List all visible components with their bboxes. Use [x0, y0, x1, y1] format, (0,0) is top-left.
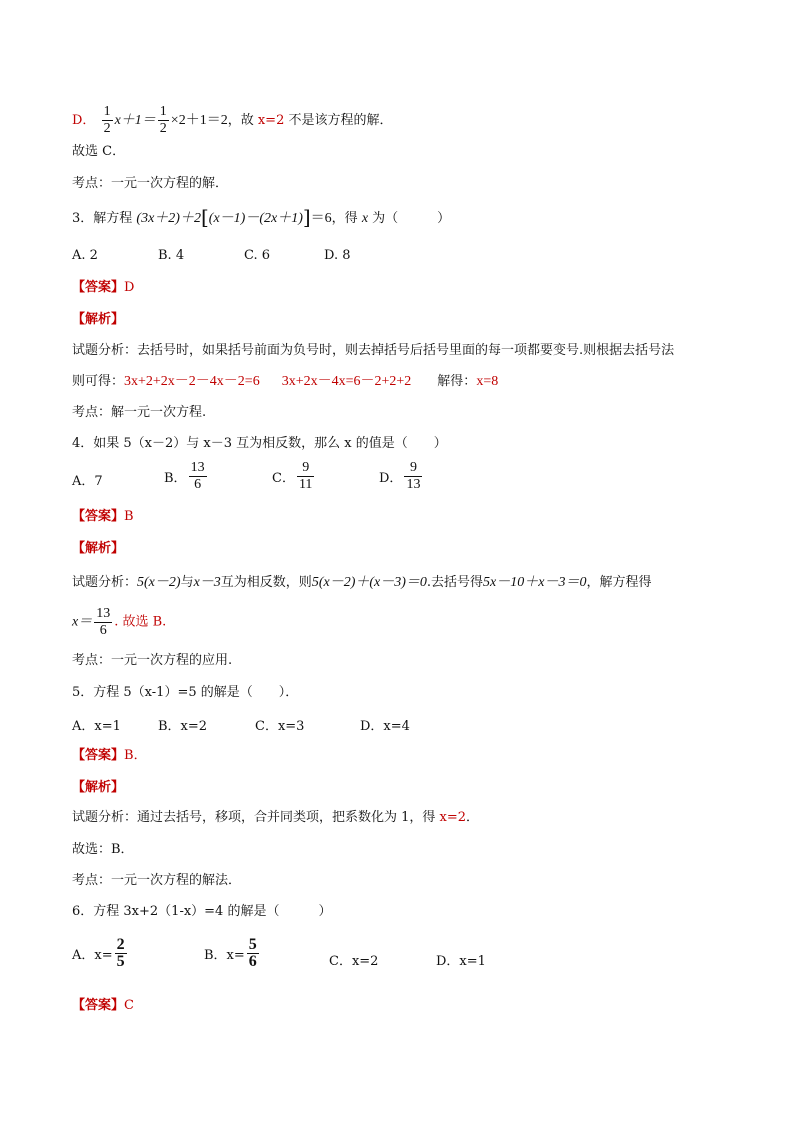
kaodian-3: 考点：解一元一次方程.	[72, 405, 207, 420]
q3-analysis-1: 试题分析：去括号时，如果括号前面为负号时，则去掉括号后括号里面的每一项都要变号.则根据去括号法	[72, 343, 675, 358]
q3-option-b: B. 4	[158, 248, 185, 263]
q4-option-b: B． $\frac{13}{6}$	[164, 460, 205, 492]
question-6: 6．方程 3x+2（1-x）=4 的解是（ ）	[72, 904, 332, 919]
fraction-half-2: $\frac{1}{2}$	[159, 104, 167, 136]
expr-b: ×2＋1＝2	[170, 113, 228, 128]
q5-option-d: D．x=4	[360, 719, 410, 734]
q4-analysis-2: x＝ $\frac{13}{6}$ . 故选 B.	[72, 606, 167, 638]
q3-eq-part-a: (3x＋2)＋2	[136, 211, 201, 226]
kaodian-4: 考点：一元一次方程的应用.	[72, 653, 233, 668]
q5-answer: 【答案】B．	[72, 748, 147, 763]
text-not-solution: 不是该方程的解．	[284, 113, 393, 128]
q5-option-c: C．x=3	[255, 719, 305, 734]
text-gu: ，故	[227, 113, 258, 128]
question-4: 4．如果 5（x－2）与 x－3 互为相反数，那么 x 的值是（ ）	[72, 436, 447, 451]
q3-analysis-2: 则可得：3x+2+2x－2－4x－2=6 3x+2x－4x=6－2+2+2 解得：x=8	[72, 374, 499, 389]
kaodian-5: 考点：一元一次方程的解法．	[72, 873, 242, 888]
q5-jiexi-label: 【解析】	[72, 780, 125, 795]
choose-b: 故选：B．	[72, 842, 134, 857]
kaodian-1: 考点：一元一次方程的解．	[72, 176, 229, 191]
choose-c: 故选 C．	[72, 144, 126, 159]
q4-analysis-1: 试题分析：5(x－2)与x－3互为相反数，则5(x－2)＋(x－3)＝0.去括号得5x－10＋x－3＝0，解方程得	[72, 575, 652, 590]
q3-option-a: A. 2	[72, 248, 98, 263]
q3-eq-part-b: (x－1)－(2x＋1)	[208, 211, 303, 226]
q5-option-a: A．x=1	[72, 719, 121, 734]
x-equals-2: x=2	[257, 113, 285, 128]
q6-option-b: B．x= $\frac{5}{6}$	[204, 936, 257, 970]
q6-option-a: A．x= $\frac{2}{5}$	[72, 936, 125, 970]
q3-jiexi-label: 【解析】	[72, 312, 125, 327]
q4-option-c: C． $\frac{9}{11}$	[272, 460, 313, 492]
q3-eq-part-c: ＝6	[310, 211, 332, 226]
q6-option-c: C．x=2	[329, 954, 379, 969]
question-5: 5．方程 5（x-1）=5 的解是（ ）．	[72, 685, 299, 700]
q4-answer: 【答案】B	[72, 509, 134, 524]
q4-option-d: D． $\frac{9}{13}$	[379, 460, 421, 492]
q5-analysis: 试题分析：通过去括号，移项，合并同类项，把系数化为 1，得 x=2．	[72, 810, 480, 825]
q5-option-b: B．x=2	[158, 719, 208, 734]
q3-answer: 【答案】D	[72, 280, 135, 295]
d-option-line	[72, 104, 392, 137]
d-label: D．	[72, 113, 96, 128]
q6-option-d: D．x=1	[436, 954, 486, 969]
q4-option-a: A．7	[72, 474, 103, 489]
q4-jiexi-label: 【解析】	[72, 541, 125, 556]
question-3: 3．解方程 (3x＋2)＋2[(x－1)－(2x＋1)]＝6，得 x 为（ ）	[72, 205, 451, 229]
q6-answer: 【答案】C	[72, 998, 134, 1013]
q3-option-d: D. 8	[324, 248, 351, 263]
fraction-half: $\frac{1}{2}$	[103, 104, 111, 136]
q3-option-c: C. 6	[244, 248, 271, 263]
expr-a: x＋1＝	[114, 113, 156, 128]
